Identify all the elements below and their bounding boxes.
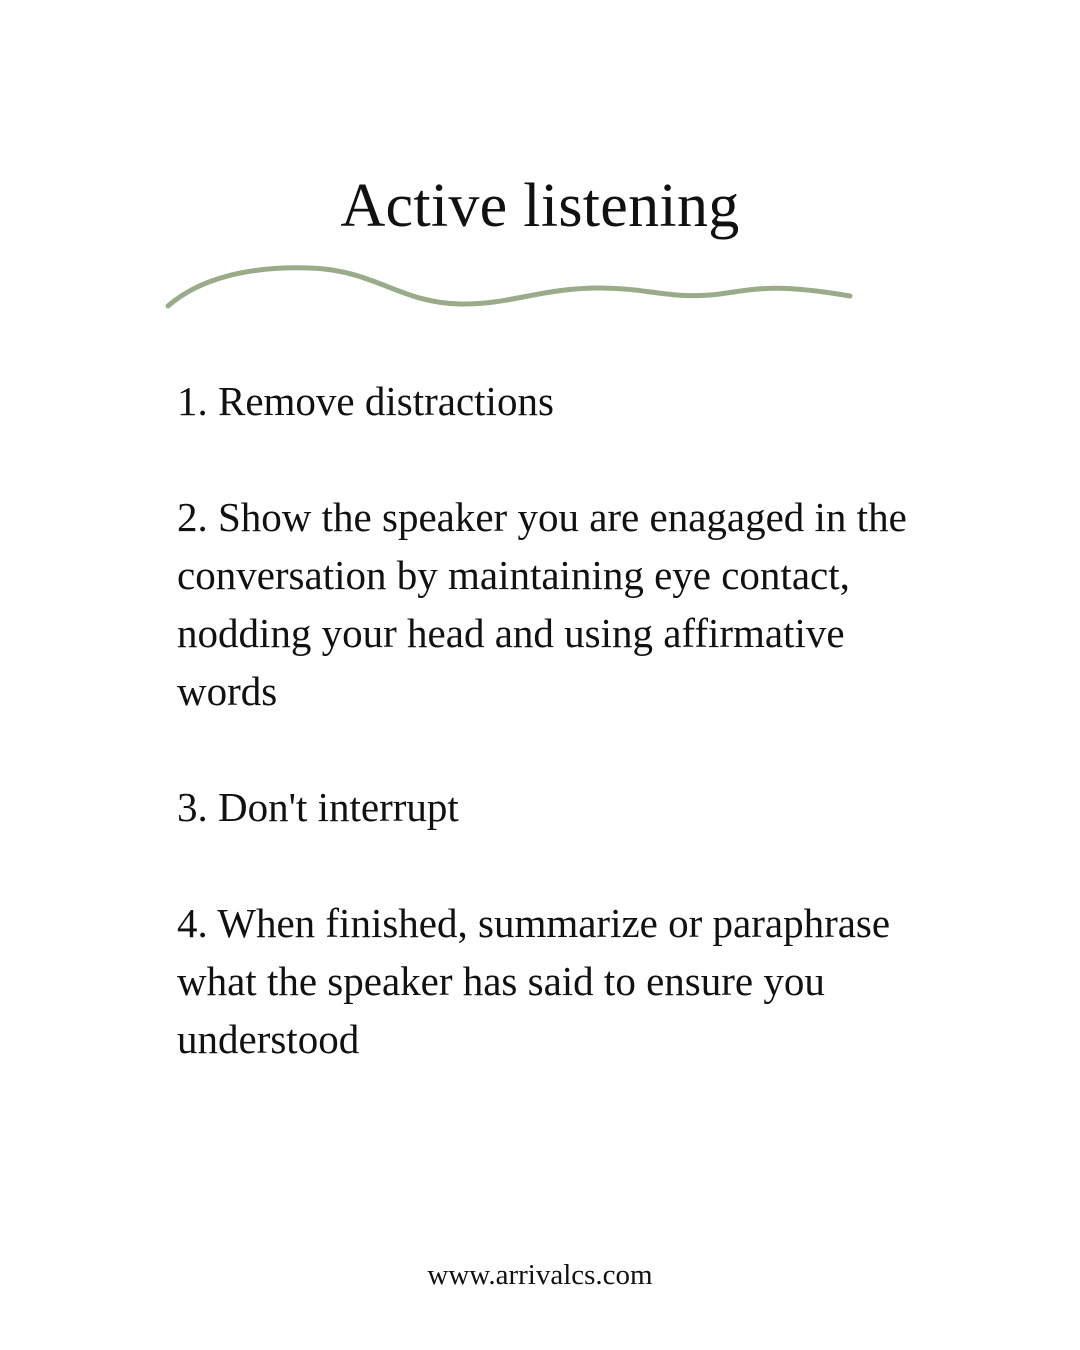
list-item: 3. Don't interrupt bbox=[177, 784, 459, 830]
list-item: 1. Remove distractions bbox=[177, 378, 554, 424]
list-item: 2. Show the speaker you are enagaged in the conversation by maintaining eye contact, nodding your head and using affirmative words bbox=[177, 494, 907, 714]
website-link[interactable]: www.arrivalcs.com bbox=[427, 1259, 653, 1291]
list-item: 4. When finished, summarize or paraphrase what the speaker has said to ensure you understood bbox=[177, 900, 891, 1062]
wavy-divider-icon bbox=[160, 258, 860, 318]
page-title: Active listening bbox=[340, 172, 740, 240]
tips-list bbox=[177, 372, 937, 1068]
